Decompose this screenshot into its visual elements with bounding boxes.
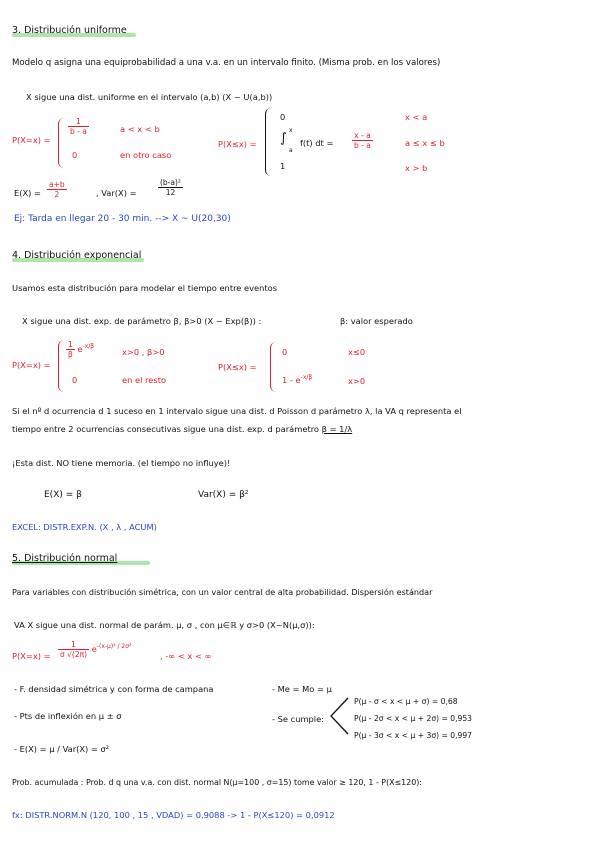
exp-cdf-lhs: P(X≤x) = xyxy=(218,362,257,372)
empirical-rule-3: P(μ - 3σ < x < μ + 3σ) = 0,997 xyxy=(354,731,473,740)
normal-prob-accumulated: Prob. acumulada : Prob. d q una v.a. con dist. normal N(μ=100 , σ=15) tome valor ≥ 120, 1 - P(X≤120): xyxy=(12,778,422,787)
exp-pdf-cond2: en el resto xyxy=(122,375,167,385)
normal-pdf-domain: , -∞ < x < ∞ xyxy=(160,651,212,661)
normal-fx: fx: DISTR.NORM.N (120, 100 , 15 , VDAD) = 0,9088 -> 1 - P(X≤120) = 0,0912 xyxy=(12,810,335,820)
exp-power: -x/β xyxy=(82,343,95,351)
uniform-cdf-v1: 0 xyxy=(280,112,286,122)
uniform-pdf-cond2: en otro caso xyxy=(120,150,172,160)
exp-pdf-cond1: x>0 , β>0 xyxy=(122,347,165,357)
empirical-rule-1: P(μ - σ < x < μ + σ) = 0,68 xyxy=(354,697,458,706)
denominator: b - a xyxy=(354,141,371,150)
uniform-ex-fraction xyxy=(47,180,67,199)
exp-memory-note: ¡Esta dist. NO tiene memoria. (el tiempo no influye)! xyxy=(12,458,231,468)
uniform-cdf-lhs: P(X≤x) = xyxy=(218,139,257,149)
uniform-cdf-c2: a ≤ x ≤ b xyxy=(405,138,445,148)
normal-bullet-1-right: - Me = Mo = μ xyxy=(272,684,332,694)
exp-power: -x/β xyxy=(300,374,313,381)
normal-pdf-lhs: P(X=x) = xyxy=(12,651,51,661)
brace xyxy=(58,340,64,392)
numerator: a+b xyxy=(49,180,65,189)
uniform-pdf-cond1: a < x < b xyxy=(120,124,160,134)
normal-bullet-2-right: - Se cumple: xyxy=(272,714,325,724)
exp-poisson-text: tiempo entre 2 ocurrencias consecutivas sigue una dist. exp. d parámetro xyxy=(12,424,320,434)
uniform-cdf-v3: 1 xyxy=(280,161,286,171)
empirical-rule-2: P(μ - 2σ < x < μ + 2σ) = 0,953 xyxy=(354,714,473,723)
exp-ex: E(X) = β xyxy=(44,490,82,500)
uniform-cdf-c3: x > b xyxy=(405,163,428,173)
uniform-pdf-val2: 0 xyxy=(72,150,78,160)
numerator: 1 xyxy=(66,340,75,350)
numerator: 1 xyxy=(58,640,89,650)
numerator: (b-a)² xyxy=(160,178,181,187)
exp-excel: EXCEL: DISTR.EXP.N. (X , λ , ACUM) xyxy=(12,522,157,532)
exp-poisson-line1: Si el nº d ocurrencia d 1 suceso en 1 intervalo sigue una dist. d Poisson d parámetro λ, la VA q representa el xyxy=(12,406,462,416)
uniform-intro: Modelo q asigna una equiprobabilidad a una v.a. en un intervalo finito. (Misma prob. en los valores) xyxy=(12,58,441,68)
uniform-pdf-fraction xyxy=(68,117,89,136)
uniform-cdf-c1: x < a xyxy=(405,112,428,122)
numerator: x - a xyxy=(352,131,373,141)
section-5-title xyxy=(12,553,117,564)
brace xyxy=(58,118,64,168)
integral-upper: x xyxy=(289,127,293,134)
exp-cdf-c2: x>0 xyxy=(348,376,366,386)
exp-cdf-v2 xyxy=(282,374,312,385)
angle-bracket xyxy=(328,696,350,736)
denominator: b - a xyxy=(70,127,87,136)
brace xyxy=(270,342,276,392)
exp-pdf-val2: 0 xyxy=(72,375,78,385)
section-5-title-text: 5. Distribución normal xyxy=(12,553,118,564)
integral-lower: a xyxy=(289,147,293,154)
denominator: σ √(2π) xyxy=(60,650,88,659)
exp-pdf-lhs: P(X=x) = xyxy=(12,360,51,370)
denominator: 12 xyxy=(165,188,176,197)
normal-follows: VA X sigue una dist. normal de parám. μ, σ , con μ∈ℝ y σ>0 (X~N(μ,σ)): xyxy=(14,620,315,630)
normal-pdf-fraction xyxy=(58,640,131,659)
normal-power: -(x-μ)² / 2σ² xyxy=(96,643,132,651)
exp-poisson-beta: β = 1/λ xyxy=(321,424,353,434)
normal-bullet-1: - F. densidad simétrica y con forma de campana xyxy=(14,684,214,694)
integral-sign: ∫ xyxy=(280,131,287,146)
uniform-pdf-lhs: P(X=x) = xyxy=(12,135,51,145)
uniform-cdf-integrand: f(t) dt = xyxy=(300,138,334,148)
exp-intro: Usamos esta distribución para modelar el tiempo entre eventos xyxy=(12,283,278,293)
exp-follows: X sigue una dist. exp. de parámetro β, β>0 (X ~ Exp(β)) : xyxy=(22,316,262,326)
exp-poisson-line2 xyxy=(12,424,352,434)
exp-beta-note: β: valor esperado xyxy=(340,316,413,326)
uniform-follows: X sigue una dist. uniforme en el intervalo (a,b) (X ~ U(a,b)) xyxy=(26,92,273,102)
exp-cdf-c1: x≤0 xyxy=(348,347,366,357)
uniform-cdf-fraction xyxy=(352,131,373,150)
uniform-var-lhs: , Var(X) = xyxy=(96,188,137,198)
uniform-ex-lhs: E(X) = xyxy=(14,188,41,198)
uniform-var-fraction xyxy=(158,178,183,197)
normal-e: e xyxy=(91,644,97,654)
section-4-title: 4. Distribución exponencial xyxy=(12,250,142,261)
normal-intro: Para variables con distribución simétrica, con un valor central de alta probabilidad. Dispersión estándar xyxy=(12,587,433,597)
exp-var: Var(X) = β² xyxy=(198,490,249,500)
normal-bullet-2: - Pts de inflexión en μ ± σ xyxy=(14,711,122,721)
section-3-title: 3. Distribución uniforme xyxy=(12,25,127,36)
denominator: β xyxy=(68,350,73,359)
exp-e: e xyxy=(77,344,83,354)
exp-cdf-v1: 0 xyxy=(282,347,288,357)
exp-pdf-fraction xyxy=(66,340,94,359)
normal-bullet-3: - E(X) = μ / Var(X) = σ² xyxy=(14,744,110,754)
denominator: 2 xyxy=(54,190,60,199)
exp-cdf-v2-base: 1 - e xyxy=(282,374,301,385)
uniform-example: Ej: Tarda en llegar 20 - 30 min. --> X ~ U(20,30) xyxy=(14,214,231,224)
numerator: 1 xyxy=(68,117,89,127)
brace xyxy=(265,108,271,176)
